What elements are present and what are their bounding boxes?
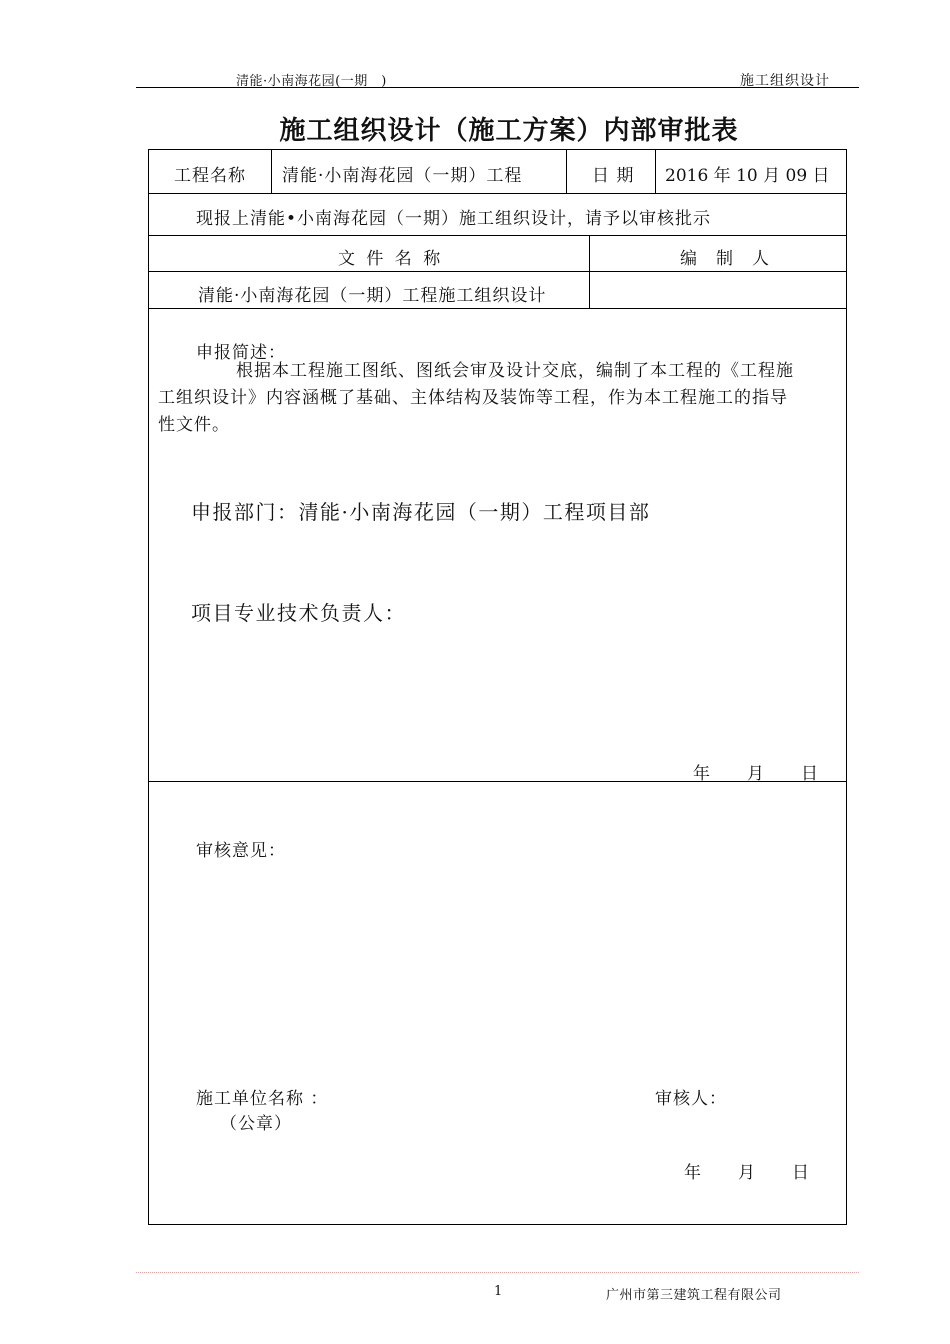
project-name-label: 工程名称: [174, 166, 246, 186]
report-date-line: 年 月 日: [693, 764, 819, 784]
review-opinion-label: 审核意见：: [196, 841, 286, 861]
summary-label: 申报简述：: [196, 343, 286, 363]
review-date-line: 年 月 日: [684, 1163, 810, 1183]
header-project-name: 清能·小南海花园(一期 ): [236, 74, 387, 89]
summary-line-3: 性文件。: [158, 415, 230, 435]
footer-company: 广州市第三建筑工程有限公司: [606, 1288, 782, 1303]
author-header: 编 制 人: [680, 249, 770, 269]
construction-unit-label: 施工单位名称 ：: [196, 1089, 329, 1109]
row-divider-3: [148, 271, 847, 272]
date-value: 2016 年 10 月 09 日: [665, 166, 830, 186]
summary-line-1: 根据本工程施工图纸、图纸会审及设计交底，编制了本工程的《工程施: [236, 361, 794, 381]
technical-lead-label: 项目专业技术负责人：: [191, 601, 406, 625]
row-divider-2: [148, 235, 847, 236]
row-divider-4: [148, 308, 847, 309]
project-name-value: 清能·小南海花园（一期）工程: [282, 166, 523, 186]
date-label: 日 期: [592, 166, 635, 186]
footer-rule: [136, 1272, 859, 1273]
header-rule: [136, 87, 859, 88]
row-divider-1: [148, 193, 847, 194]
col-divider-3: [655, 149, 656, 193]
col-divider-4: [589, 235, 590, 308]
reviewer-label: 审核人：: [655, 1089, 727, 1109]
official-seal-label: （公章）: [220, 1114, 292, 1134]
summary-line-2: 工组织设计》内容涵概了基础、主体结构及装饰等工程，作为本工程施工的指导: [158, 388, 788, 408]
col-divider-1: [271, 149, 272, 193]
header-doc-type: 施工组织设计: [740, 73, 830, 89]
file-name-value: 清能·小南海花园（一期）工程施工组织设计: [198, 286, 547, 306]
summary-text: [158, 358, 838, 439]
approval-table: [148, 149, 847, 1225]
document-title: 施工组织设计（施工方案）内部审批表: [279, 116, 739, 146]
submission-statement: 现报上清能•小南海花园（一期）施工组织设计，请予以审核批示: [196, 209, 712, 229]
file-name-header: 文 件 名 称: [338, 249, 444, 269]
page-number: 1: [494, 1284, 503, 1299]
submitting-department: 申报部门：清能·小南海花园（一期）工程项目部: [191, 500, 651, 524]
col-divider-2: [566, 149, 567, 193]
